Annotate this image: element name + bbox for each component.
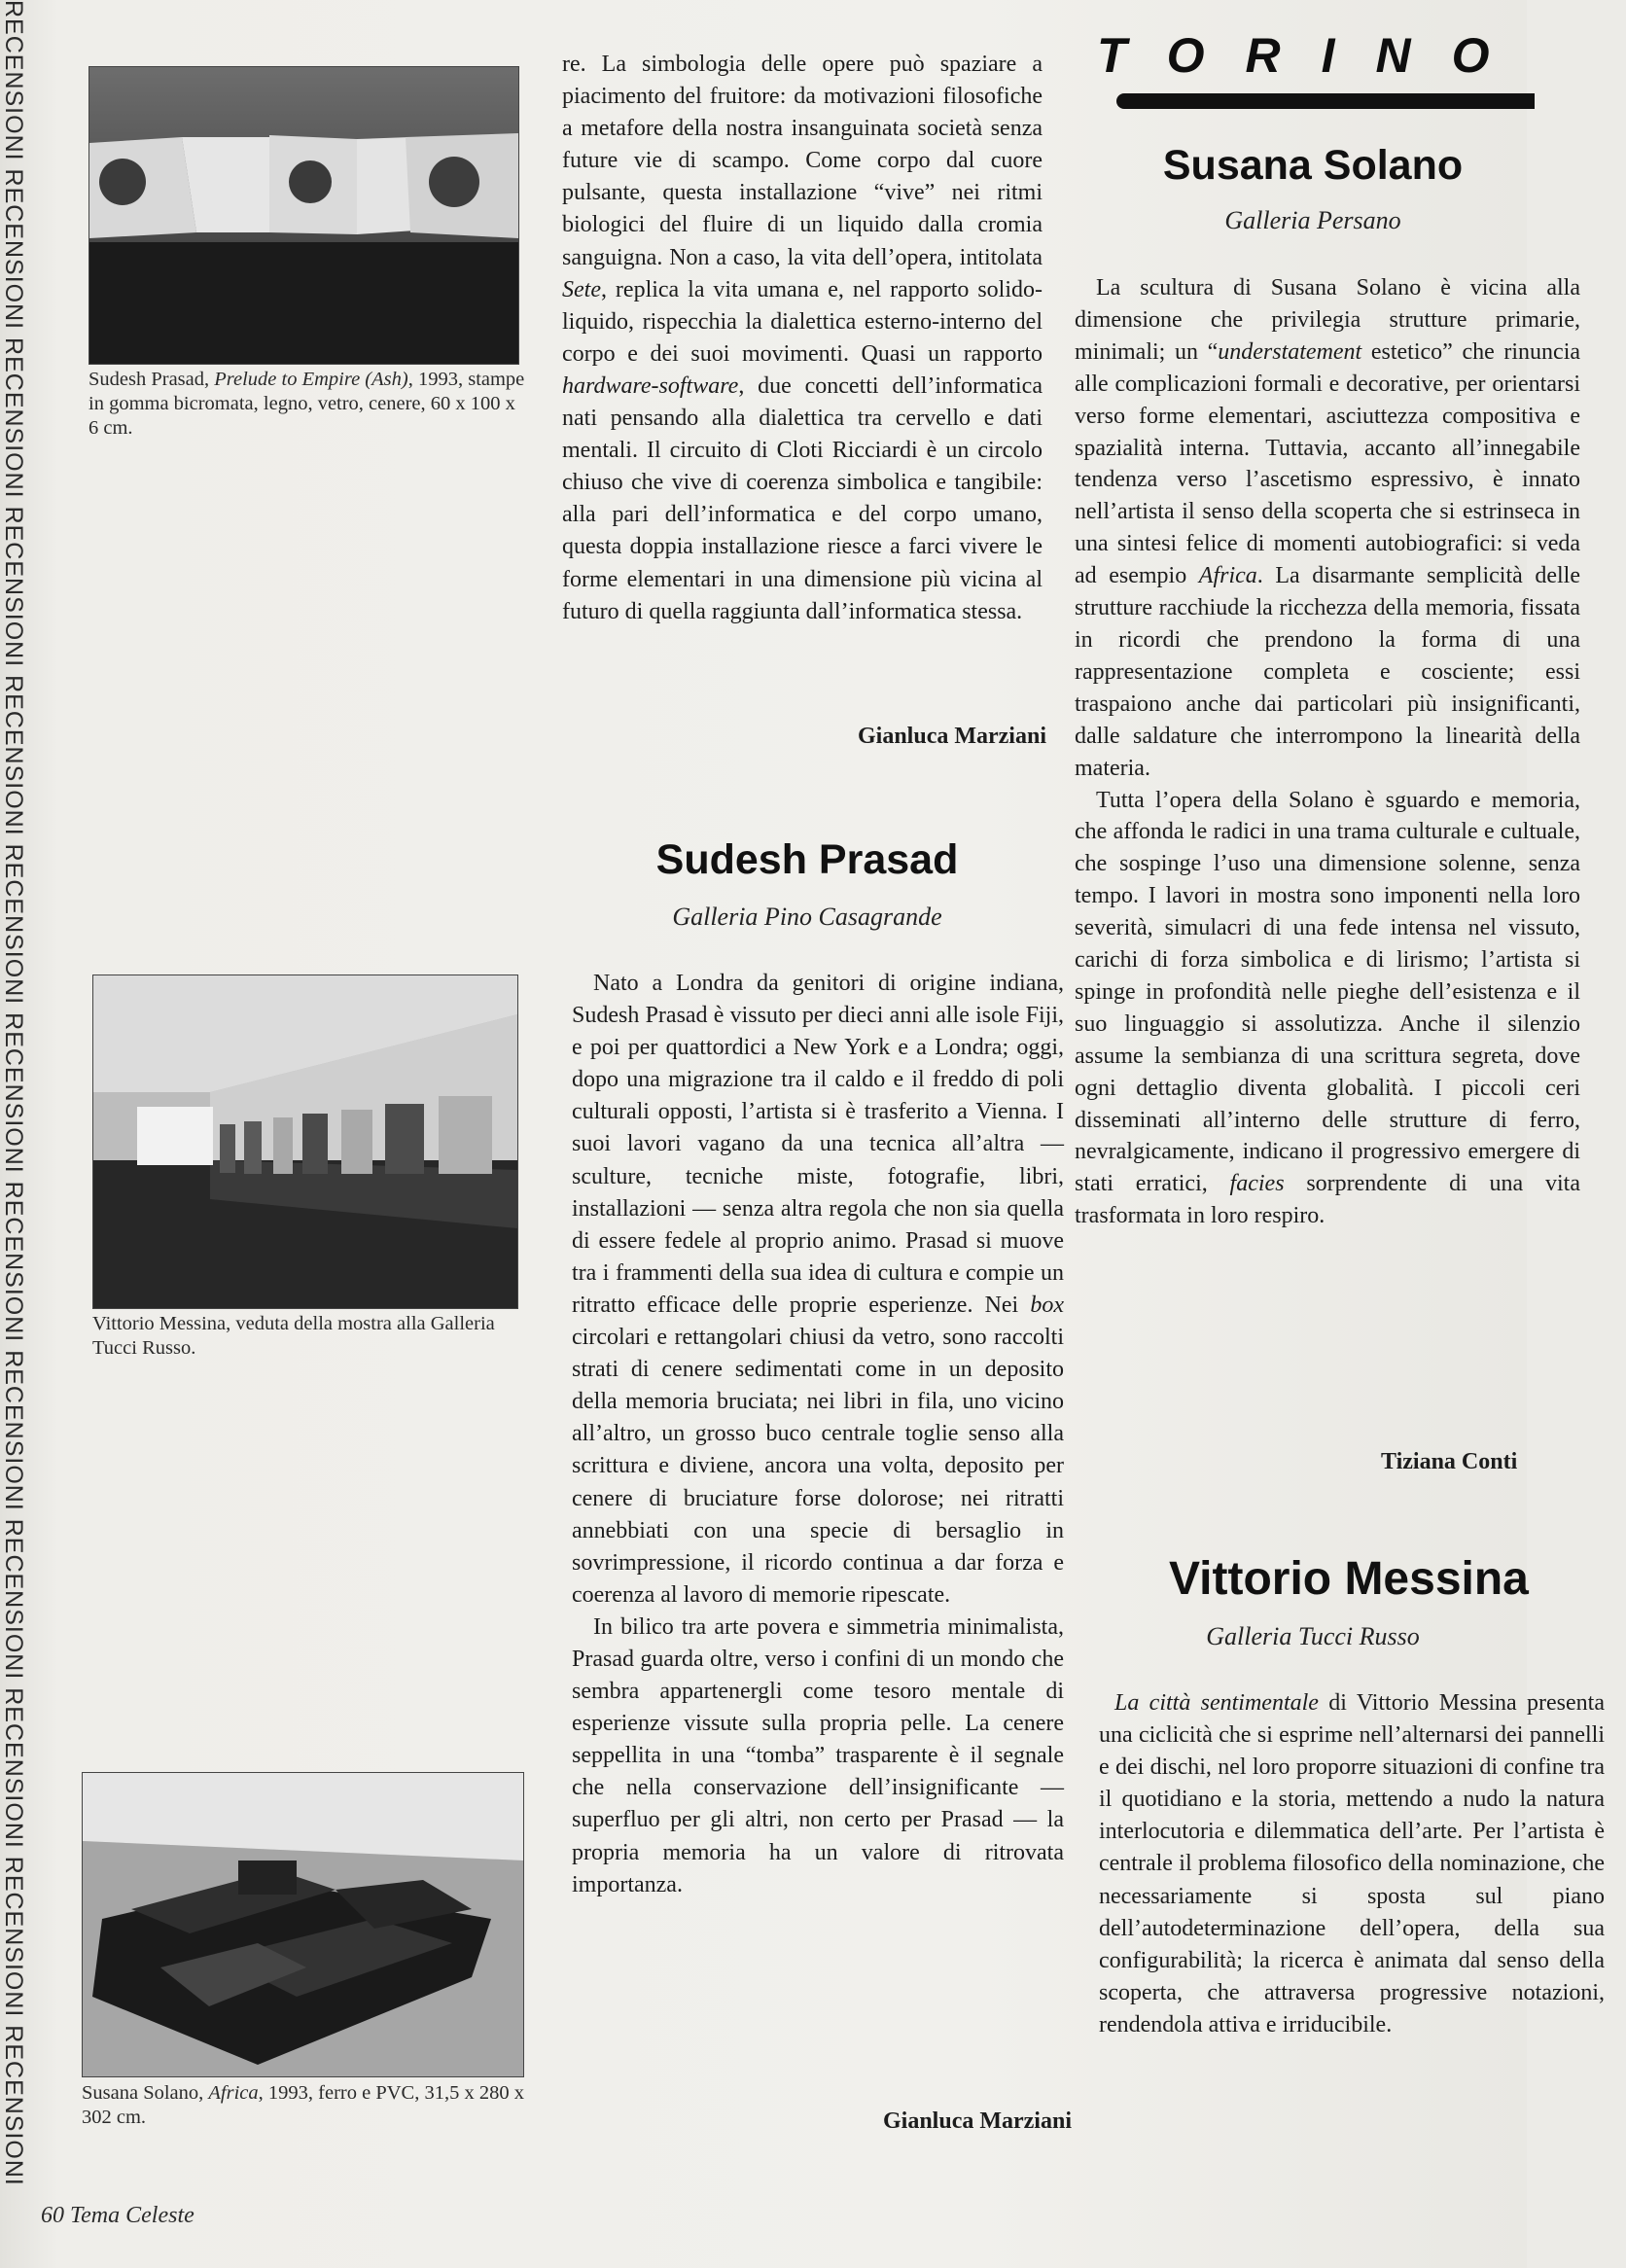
prasad-paragraph-2: In bilico tra arte povera e simmetria minimalista, Prasad guarda oltre, verso i confini di un mondo che sembra appartenergli come tesoro mentale di esperienze vissute sulla propria pelle. La cenere seppellita in una “tomba” trasparente è il segnale che nella conservazione dell’insignificante — superfluo per gli altri, non certo per Prasad — la propria memoria ha un valore di ritrovata importanza. [572,1613,1064,1897]
photo-solano-africa [82,1772,524,2077]
review-title-prasad: Sudesh Prasad [655,836,959,883]
caption-prasad-artist: Sudesh Prasad, [88,369,215,390]
italic-run: Sete [562,276,601,302]
caption-prasad [88,368,526,441]
caption-solano [82,2081,529,2130]
signature-solano: Tiziana Conti [1381,1449,1518,1474]
solano-paragraph-1 [1075,272,1580,785]
italic-run: box [1030,1292,1064,1318]
text-run: La scultura di Susana Solano è vicina alla dimensione che privilegia strutture primarie, minimali; un “ [1075,275,1580,365]
italic-run: Africa [1198,563,1257,589]
text-run: Tutta l’opera della Solano è sguardo e memoria, che affonda le radici in una trama culturale e cultuale, che sospinge l’uso una dimensione solenne, senza tempo. I lavori in mostra sono imponenti nella loro severità, simulacri di una fede intensa nel vissuto, carichi di forza simbolica e di lirismo; l’artista si spinge in profondità nelle pieghe dell’esistenza e il suo linguaggio si assolutizza. Anche il silenzio assume la sembianza di una scrittura segreta, dove ogni dettaglio diventa globalità. I piccoli ceri disseminati all’interno delle strutture di ferro, nevralgicamente, indicano il progressivo emergere di stati erratici, [1075,787,1580,1197]
text-run: Nato a Londra da genitori di origine indiana, Sudesh Prasad è vissuto per dieci anni alle isole Fiji, e poi per quattordici a New York e a Londra; oggi, dopo una migrazione tra il caldo e il freddo di poli culturali opposti, l’artista si è trasferito a Vienna. I suoi lavori vagano da una tecnica all’altra — sculture, tecniche miste, fotografie, libri, installazioni — senza altra regola che non sia quella di essere fedele al proprio animo. Prasad si muove tra i frammenti della sua idea di cultura e compie un ritratto efficace delle proprie esperienze. Nei [572,971,1064,1318]
italic-run: La città sentimentale [1114,1690,1319,1716]
text-run: di Vittorio Messina presenta una ciclicità che si esprime nell’alternarsi dei pannelli e dei dischi, nel loro proporre situazioni di confine tra il quotidiano e la storia, mettendo a nudo la natura interlocutoria e dilemmatica dell’arte. Per l’artista è centrale il problema filosofico della nominazione, che necessariamente si sposta sul piano dell’autodeterminazione dell’opera, della sua configurabilità; la ricerca è animata dal senso della scoperta, che attraversa progressive notazioni, rendendola attiva e irriducibile. [1099,1690,1605,2038]
text-run: estetico” che rinuncia alle complicazioni formali e decorative, per orientarsi verso forme elementari, asciuttezza compositiva e spazialità interna. Tuttavia, accanto all’innegabile tendenza verso l’ascetismo espressivo, è innato nell’artista il senso della scoperta che si estrinseca in una sintesi felice di momenti autobiografici: si veda ad esempio [1075,338,1581,589]
review-gallery-messina: Galleria Tucci Russo [1206,1622,1420,1650]
text-run: circolari e rettangolari chiusi da vetro, sono raccolti strati di cenere sedimentati come in un deposito della memoria bruciata; nei libri in fila, uno vicino all’altro, un grosso buco centrale toglie senso alla scrittura e diviene, ancora una volta, deposito per cenere di bruciature forse dolorose; nei ritratti annebbiati con una specie di bersaglio in sovrimpressione, il ricordo continua a dar forza e coerenza al lavoro di memorie ripescate. [572,1325,1064,1608]
review-gallery-prasad: Galleria Pino Casagrande [672,903,942,931]
photo-solano-image [83,1773,523,2076]
header-bar [1116,93,1535,109]
spine-label: RECENSIONI RECENSIONI RECENSIONI RECENSIONI RECENSIONI RECENSIONI RECENSIONI RECENSIONI RECENSIONI RECENSIONI RECENSIONI RECENSIONI RECENSIONI [0,0,27,2186]
caption-solano-details: , 1993, ferro e PVC, 31,5 x 280 x 302 cm. [82,2082,524,2128]
italic-run: understatement [1218,338,1362,365]
section-spine [0,0,31,2198]
solano-paragraph-2 [1075,785,1580,1233]
caption-prasad-details: , 1993, stampe in gomma bicromata, legno, vetro, cenere, 60 x 100 x 6 cm. [88,369,525,439]
signature-continuation: Gianluca Marziani [858,724,1046,749]
review-title-solano: Susana Solano [1162,142,1464,189]
article-continuation [562,49,1043,628]
text-run: , replica la vita umana e, nel rapporto solido-liquido, rispecchia la dialettica esterno-interno del corpo e dei suoi movimenti. Quasi un rapporto [562,276,1043,367]
text-run: re. La simbologia delle opere può spaziare a piacimento del fruitore: da motivazioni filosofiche a metafore della nostra insanguinata società senza future vie di scampo. Come corpo dal cuore pulsante, questa installazione “vive” nei ritmi biologici del fluire di un liquido dalla cromia sanguigna. Non a caso, la vita dell’opera, intitolata [562,52,1043,270]
review-body-prasad [572,968,1064,1901]
photo-messina-exhibition [92,975,518,1309]
photo-prasad-prelude [88,66,519,365]
city-header: TORINO [1097,28,1531,83]
italic-run: hardware-software [562,372,739,399]
prasad-paragraph-1 [572,968,1064,1612]
photo-messina-image [93,975,517,1308]
italic-run: facies [1229,1171,1285,1197]
review-body-solano [1075,272,1580,1232]
signature-prasad: Gianluca Marziani [883,2109,1072,2134]
review-body-messina [1099,1687,1605,2041]
review-title-messina: Vittorio Messina [1169,1553,1529,1605]
continuation-paragraph [562,49,1043,628]
caption-prasad-work: Prelude to Empire (Ash) [214,369,408,390]
text-run: . La disarmante semplicità delle strutture racchiude la ricchezza della memoria, fissata in ricordi che prendono la forma di una rappresentazione completa e cosciente; essi traspaiono anche dai particolari più insignificanti, dalle saldature che interrompono la linearità della materia. [1075,563,1580,781]
caption-solano-artist: Susana Solano, [82,2082,209,2104]
review-gallery-solano: Galleria Persano [1224,206,1401,234]
text-run: , due concetti dell’informatica nati pensando alla dialettica tra cervello e dati mentali. Il circuito di Cloti Ricciardi è un circolo chiuso che vive di coerenza simbolica e tangibile: alla pari dell’informatica e del corpo umano, questa doppia installazione riesce a farci vivere le forme elementari in una dimensione più vicina al futuro di quella raggiunta dall’informatica stessa. [562,372,1043,624]
text-run: sorprendente di una vita trasformata in loro respiro. [1075,1171,1580,1229]
caption-solano-work: Africa [208,2082,259,2104]
photo-prasad-image [89,67,518,364]
page-footer: 60 Tema Celeste [41,2203,194,2228]
messina-paragraph-1 [1099,1687,1605,2041]
caption-messina: Vittorio Messina, veduta della mostra alla Galleria Tucci Russo. [92,1313,495,1359]
